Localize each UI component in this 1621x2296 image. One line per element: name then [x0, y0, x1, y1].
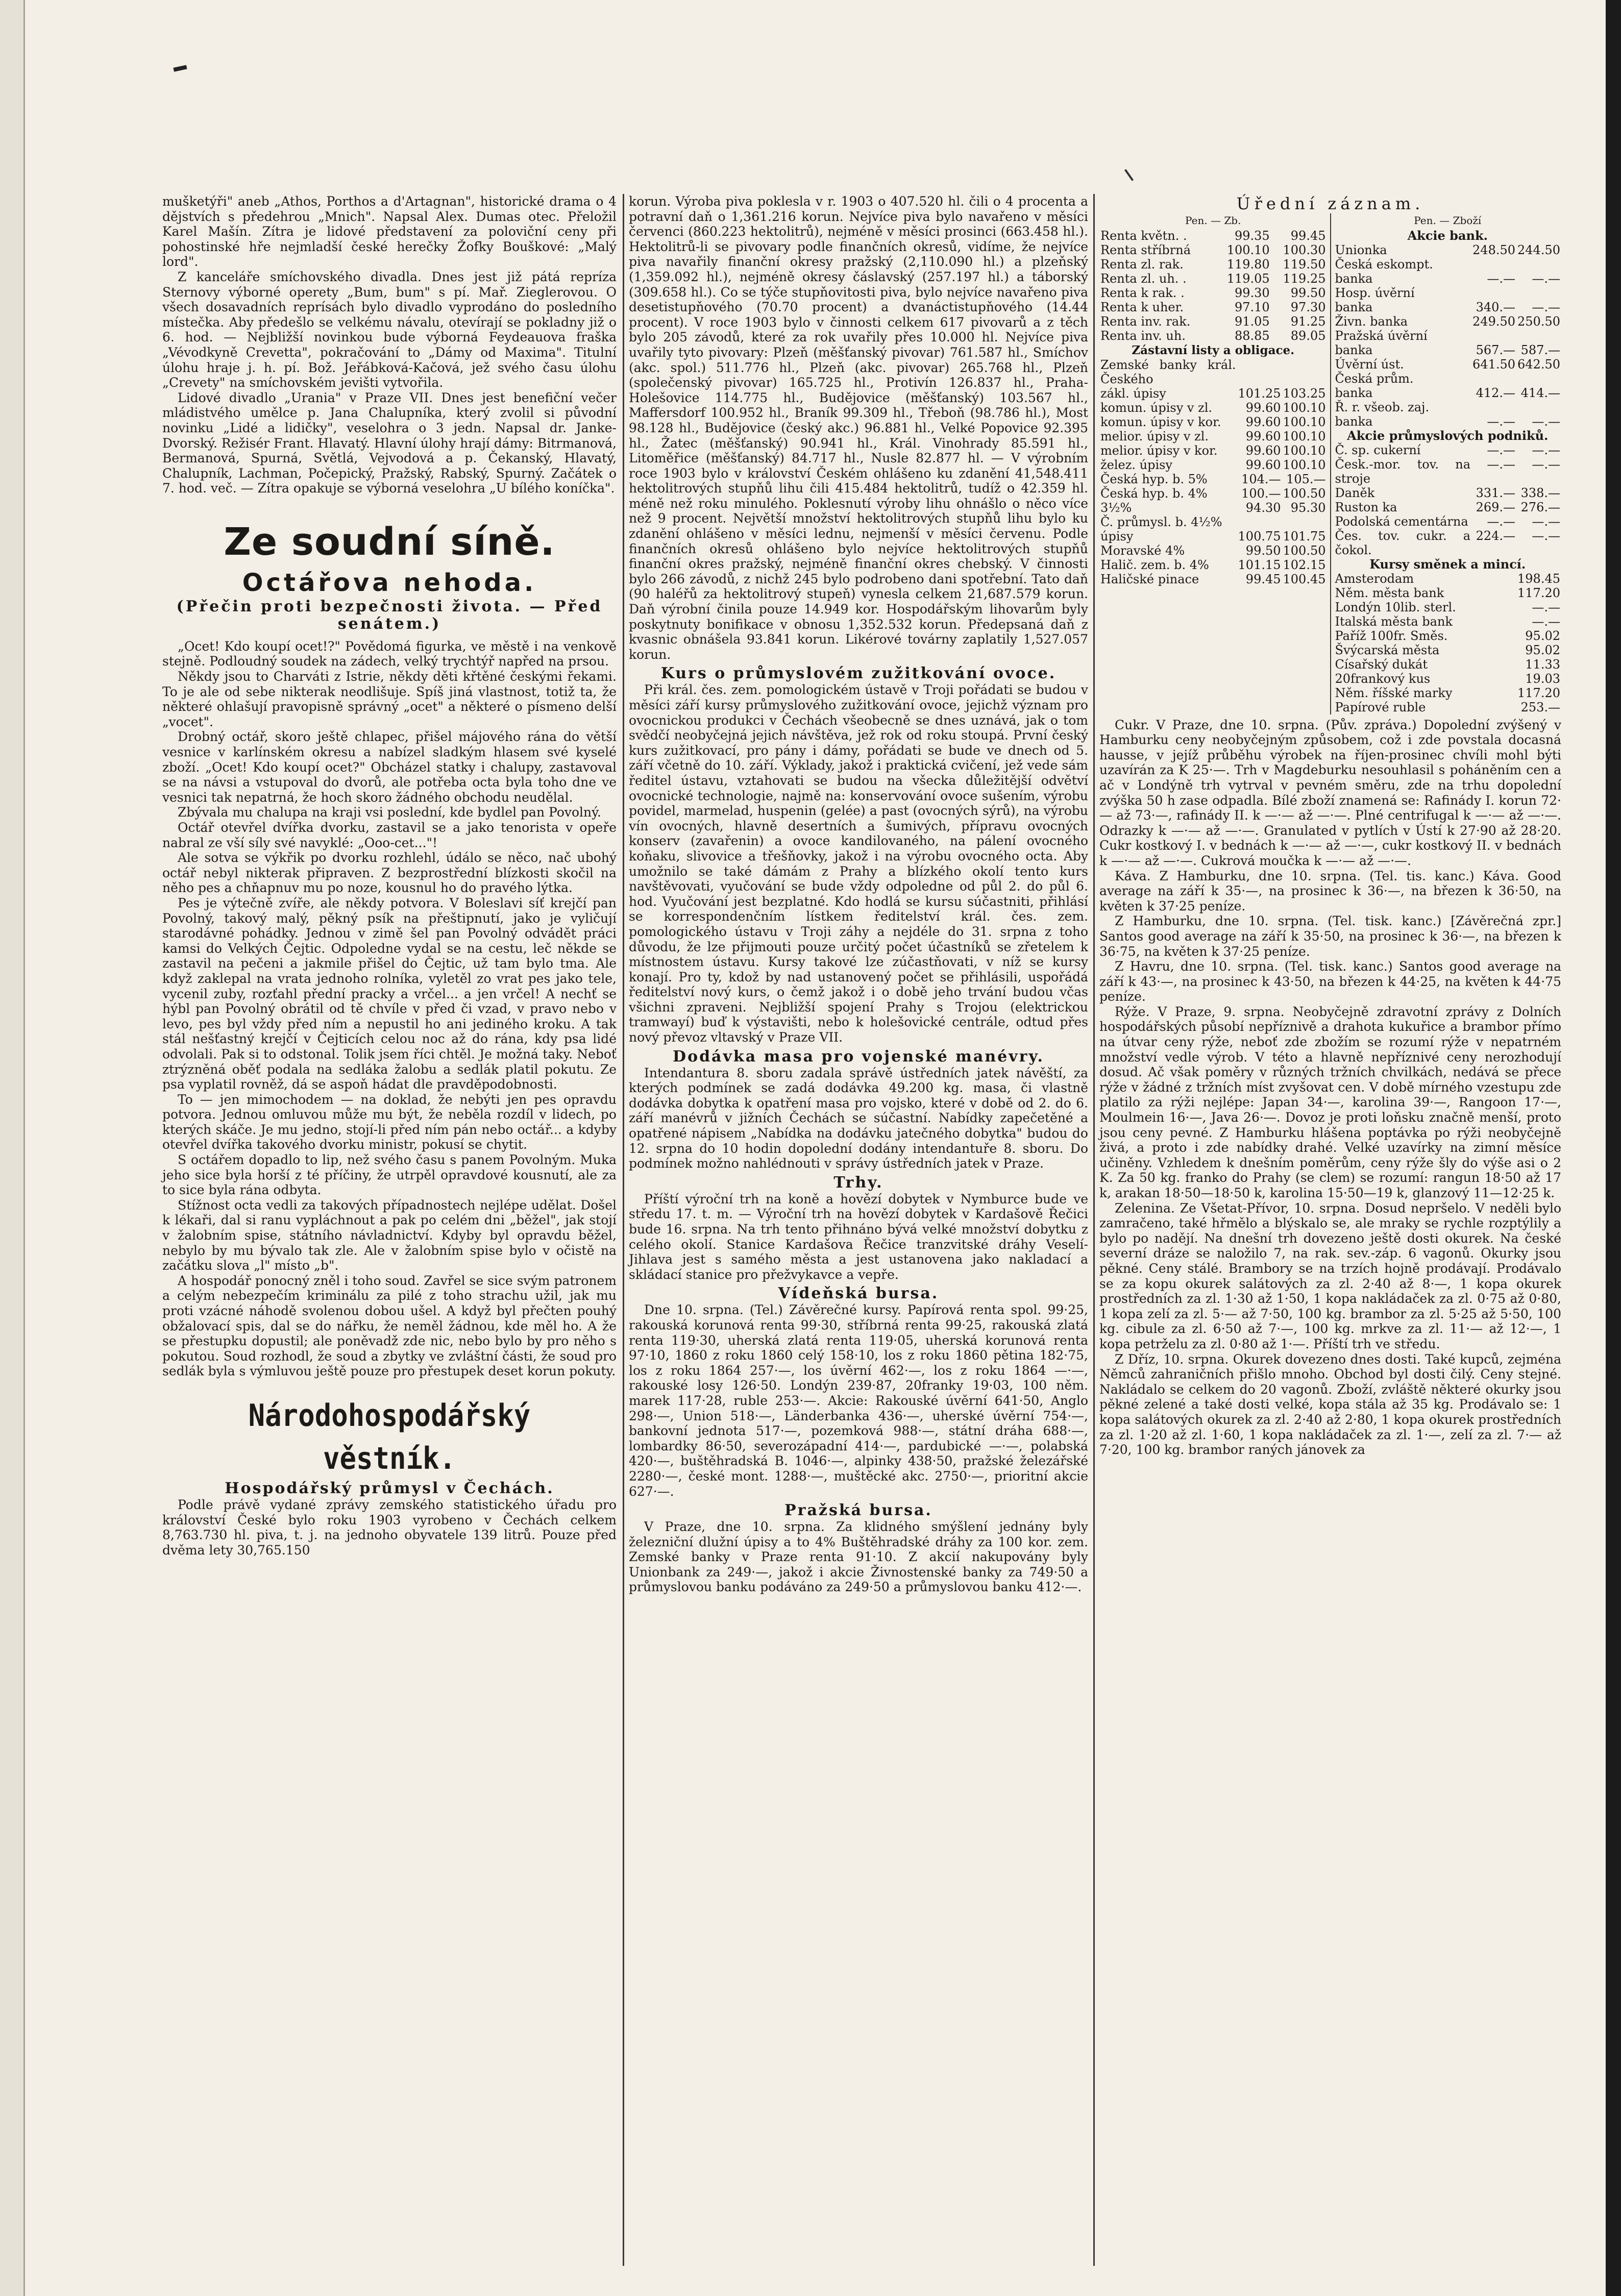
quote-ask: 102.15: [1283, 558, 1326, 573]
quote-label: Úvěrní úst.: [1335, 357, 1404, 372]
quote-bid: 412.—: [1476, 385, 1516, 400]
quote-bid: 100.75: [1238, 529, 1281, 544]
quote-bid: [1471, 257, 1516, 271]
quote-bid: [1237, 358, 1282, 386]
quote-bid: 567.—: [1476, 342, 1516, 357]
article-title: Trhy.: [833, 1173, 883, 1192]
quote-label: Renta inv. uh.: [1100, 328, 1186, 343]
quote-bid: 88.85: [1234, 328, 1270, 343]
quote-ask: —.—: [1532, 271, 1560, 286]
paragraph: Příští výroční trh na koně a hovězí dobytek v Nymburce bude ve středu 17. t. m. — Výroční trh na hovězí dobytek v Kardašově Řečici bude 16. srpna. Na trh tento přihnáno bývá velké množství dobytku z celého okolí. Stanice Kardašova Řečice tranzvitské dráhy Veselí-Jihlava jest s samého města a jest ustanovena jako nakladací a skládací stanice pro přežvykavce a vepře.: [629, 1191, 1088, 1282]
quote-bid: [1471, 686, 1516, 700]
quote-ask: 100.10: [1283, 415, 1326, 430]
quote-row: [1334, 557, 1562, 572]
quote-row: [1099, 544, 1327, 558]
quotes-left: [1099, 213, 1327, 714]
quote-group-heading: Akcie průmyslových podniků.: [1347, 428, 1549, 443]
quote-row: [1099, 415, 1327, 429]
quote-ask: [1282, 358, 1327, 386]
quote-label: Č. sp. cukerní: [1335, 442, 1421, 457]
section-heading: Úřední záznam.: [1236, 194, 1424, 213]
article-title: Dodávka masa pro vojenské manévry.: [673, 1047, 1044, 1066]
quote-ask: 253.—: [1520, 700, 1560, 714]
quote-bid: 249.50: [1472, 314, 1516, 329]
quote-bid: 94.30: [1245, 501, 1281, 515]
quote-ask: 117.20: [1517, 585, 1560, 600]
quote-row: [1334, 600, 1562, 614]
column-rule: [1093, 194, 1095, 2266]
paragraph: Z Hamburku, dne 10. srpna. (Tel. tisk. kanc.) [Závěrečná zpr.] Santos good average na září k 35·50, na prosinec k 36·—, na březen k 36·75, na květen k 37·25 peníze.: [1099, 914, 1561, 959]
quote-row: [1099, 329, 1327, 343]
quote-ask: 95.30: [1290, 501, 1326, 515]
quote-label: komun. úpisy v zl.: [1100, 401, 1213, 415]
quote-row: [1099, 271, 1327, 286]
quote-bid: 99.60: [1245, 443, 1281, 458]
quote-ask: 414.—: [1520, 385, 1560, 400]
quote-ask: 95.02: [1525, 628, 1560, 643]
quote-label: banka: [1335, 342, 1373, 357]
quote-bid: 97.10: [1234, 300, 1270, 314]
quote-label: Paříž 100fr. Směs.: [1335, 628, 1448, 643]
quote-bid: 269.—: [1476, 500, 1516, 514]
quote-ask: 250.50: [1517, 314, 1560, 329]
quote-bid: [1471, 586, 1516, 600]
quote-ask: 103.25: [1283, 386, 1326, 401]
quote-label: Švýcarská města: [1335, 643, 1440, 657]
paragraph: Při král. čes. zem. pomologickém ústavě v Troji pořádati se budou v měsíci září kursy průmyslového zužitkování ovoce, jejichž význam pro ovocnickou produkci v Čechách všeobecně se dnes uznává, jak o tom svědčí neobyčejná jejich návštěva, jež rok od roku stoupá. První český kurs zužitkovací, pro pány i dámy, pořádati se bude ve dnech od 5. září včetně do 10. září. Výklady, jakož i praktická cvičení, jež vede sám ředitel ústavu, vztahovati se budou na všecka důležitější odvětví ovocnické technologie, najmě na: konservování ovoce sušením, výrobu povidel, marmelad, huspenin (gelée) a past (ovocných sýrů), na výrobu vín ovocných, hlavně desertních a šumivých, přípravu ovocných konserv (zavařenin) a ovoce kandilovaného, na pálení ovocného koňaku, slivovice a třešňovky, jakož i na výrobu ovocného octa. Aby umožnilo se také dámám z Prahy a blízkého okolí tento kurs navštěvovati, vyučování se bude vždy odpoledne od půl 2. do půl 6. hod. Vyučování jest bezplatné. Kdo hodlá se kursu súčastniti, přihlásí se korrespondenčním lístkem ředitelství král. čes. zem. pomologického ústavu v Troji záhy a nejdéle do 31. srpna z toho důvodu, že lze přijmouti pouze určitý počet účastníků se zřetelem k místnostem ústavu. Kursy takové lze zúčastňovati, v níž se kursy konají. Pro ty, kdož by nad ustanovený počet se přihlásili, uspořádá ředitelství nový kurs, o čemž jakož i o době jeho trvání budou včas všichni zpraveni. Nejbližší spojení Prahy s Trojou (elektrickou tramwayí) buď k výstavišti, nebo k holešovické centrále, odtud přes nový převoz vltavský v Praze VII.: [629, 682, 1088, 1045]
quote-label: zákl. úpisy: [1100, 386, 1166, 401]
quote-label: Londýn 10lib. sterl.: [1335, 600, 1456, 614]
column-3: [1099, 194, 1561, 1458]
quote-ask: [1516, 372, 1561, 386]
section-heading: Ze soudní síně.: [224, 520, 555, 564]
paragraph: Z Dříz, 10. srpna. Okurek dovezeno dnes dosti. Také kupců, zejména Němců zahraničních přišlo mnoho. Obchod byl dosti čilý. Ceny stejné. Nakládalo se celkem do 20 vagonů. Zboží, zvláště některé okurky jsou pěkné zelené a také dosti velké, kopa stála až 35 kg. Prodávalo se: 1 kopa salátových okurek za zl. 2·40 až 2·80, 1 kopa okurek prostředních za zl. 1·20 až zl. 1·60, 1 kopa nakládaček za zl. 1·—, zelí za zl. 7·— až 7·20, 100 kg. brambor raných jánovek za: [1099, 1351, 1561, 1458]
quote-ask: —.—: [1532, 457, 1560, 472]
quote-ask: 100.10: [1283, 401, 1326, 415]
quote-bid: 100.10: [1226, 242, 1270, 257]
quote-bid: [1471, 600, 1516, 614]
quote-ask: —.—: [1532, 514, 1560, 529]
quote-ask: —.—: [1532, 528, 1560, 543]
paragraph: V Praze, dne 10. srpna. Za klidného smýšlení jednány byly železniční dlužní úpisy a to 4% Buštěhradské dráhy za 100 kor. zem. Zemské banky v Praze renta 91·10. Z akcií nakupovány byly Unionbank za 249·—, jakož i akcie Živnostenské banky za 749·50 a průmyslovou banku podáváno za 249·50 a průmyslovou banku 412·—.: [629, 1519, 1088, 1595]
quote-row: [1334, 457, 1562, 486]
quote-row: [1334, 372, 1562, 386]
quote-bid: 101.15: [1238, 558, 1281, 573]
quote-bid: —.—: [1487, 514, 1516, 529]
quote-label: Moravské 4%: [1100, 544, 1185, 558]
quotes-right: [1330, 213, 1562, 714]
quote-bid: [1471, 672, 1516, 686]
quote-label: Haličské pinace: [1100, 572, 1199, 587]
quote-label: Renta zl. rak.: [1100, 257, 1184, 271]
quote-row: [1099, 572, 1327, 586]
quote-bid: 641.50: [1472, 357, 1516, 372]
quote-row: [1334, 686, 1562, 700]
quote-row: [1099, 358, 1327, 386]
article-title: Vídeňská bursa.: [778, 1285, 939, 1303]
quote-row: [1099, 458, 1327, 472]
quote-ask: 100.10: [1283, 429, 1326, 444]
quote-label: Čes. tov. cukr. a čokol.: [1335, 528, 1471, 557]
quote-label: Živn. banka: [1335, 314, 1408, 329]
quotes-block: [1099, 213, 1561, 714]
paragraph: To — jen mimochodem — na doklad, že nebýti jen pes opravdu potvora. Jednou omluvou může mu být, že neběla rozdíl v lidech, po kterých skáče. Je mu jedno, stojí-li před ním pán nebo octář... a kdyby otevřel dvířka takového dvorku ministr, pokusí se chytit.: [162, 1092, 617, 1152]
quote-row: [1334, 657, 1562, 672]
quote-bid: 99.45: [1245, 572, 1281, 587]
quote-label: melior. úpisy v zl.: [1100, 429, 1209, 444]
quote-label: Amsterodam: [1335, 571, 1414, 586]
quote-row: [1099, 314, 1327, 329]
quote-row: [1099, 386, 1327, 401]
quote-label: Ruston ka: [1335, 500, 1397, 514]
quote-ask: —.—: [1532, 600, 1560, 614]
quotes-header: Pen. — Zboží: [1414, 214, 1482, 227]
quote-label: Česká prům.: [1335, 371, 1414, 386]
quotes-subheading: Zástavní listy a obligace.: [1132, 343, 1295, 357]
quote-ask: 19.03: [1525, 671, 1560, 686]
quote-row: [1334, 229, 1562, 243]
paragraph: Podle právě vydané zprávy zemského statistického úřadu pro království České bylo roku 1903 vyrobeno v Čechách celkem 8,763.730 hl. piva, t. j. na jednoho obyvatele 139 litrů. Pouze před dvěma lety 30,765.150: [162, 1497, 617, 1558]
article-title: Pražská bursa.: [784, 1501, 932, 1520]
quote-bid: 99.60: [1245, 415, 1281, 430]
quote-label: melior. úpisy v kor.: [1100, 443, 1218, 458]
quote-row: [1334, 343, 1562, 357]
quote-bid: 340.—: [1476, 300, 1516, 314]
quote-ask: 105.—: [1286, 472, 1326, 487]
quote-label: Renta k uher.: [1100, 300, 1184, 314]
paragraph: Lidové divadlo „Urania" v Praze VII. Dnes jest benefiční večer mládistvého umělce p. Jana Chalupníka, který zvolil si původní novinku „Lidé a lidičky", veselohra o 3 jedn. Napsal dr. Janke-Dvorský. Režisér Frant. Hlavatý. Hlavní úlohy hrají dámy: Bitrmanová, Bermanová, Spurná, Světlá, Vejvodová a p. Čekanský, Hlavatý, Chalupník, Lachman, Počepický, Pražský, Rabský, Spurný. Začátek o 7. hod. več. — Zítra opakuje se výborná veselohra „U bílého koníčka".: [162, 390, 617, 496]
quote-row: [1099, 501, 1327, 515]
quote-row: [1334, 572, 1562, 586]
paragraph: Stížnost octa vedli za takových případnostech nejlépe udělat. Došel k lékaři, dal si ranu vypláchnout a pak po celém dni „běžel", jak stojí v žalobním spise, státního návladnictví. Kdyby byl opravdu běžel, nebylo by mu bývalo tak zle. Ale v žalobním spise bylo v očistě na začátku slova „l" místo „b".: [162, 1197, 617, 1273]
quote-ask: [1516, 400, 1561, 414]
quote-row: [1099, 429, 1327, 443]
quote-label: Pražská úvěrní: [1335, 328, 1428, 343]
page-fold-left: [0, 0, 25, 2296]
quotes-header: Pen. — Zb.: [1185, 214, 1241, 227]
paragraph: Cukr. V Praze, dne 10. srpna. (Pův. zpráva.) Dopolední zvýšený v Hamburku ceny neobyčejným způsobem, což i zde povstala docasná hausse, v jejíž průběhu výrobek na říjen-prosinec chvíli mohl býti uzavírán za K 25·—. Trh v Magdeburku nesouhlasil s poháněním cen a ač v Londýně trh vytrval v pevném směru, zde na trhu dopolední zvýška 50 h zase odpadla. Bílé zboží znamená se: Rafinády I. korun 72·— až 73·—, rafinády II. k —·— až —·—. Plné centrifugal k —·— až —·—. Odrazky k —·— až —·—. Granulated v pytlích v Ústí k 27·90 až 28·20. Cukr kostkový I. v bednách k —·— až —·—, cukr kostkový II. v bednách k —·— až —·—. Cukrová moučka k —·— až —·—.: [1099, 717, 1561, 868]
quote-ask: —.—: [1532, 300, 1560, 314]
quote-bid: [1471, 572, 1516, 586]
paragraph: Někdy jsou to Charváti z Istrie, někdy děti křtěné českými řekami. To je ale od sebe nikterak neodlišuje. Spíš jiná vlastnost, totiž ta, že některé ohlašují pravopisně správný „ocet" a některé o písmeno delší „vocet".: [162, 669, 617, 729]
quote-row: [1334, 614, 1562, 629]
quote-label: 3½%: [1100, 501, 1132, 515]
quote-bid: [1471, 629, 1516, 643]
quote-row: [1334, 443, 1562, 457]
quote-ask: 119.25: [1283, 271, 1326, 286]
quote-ask: [1516, 329, 1561, 343]
quote-bid: [1471, 643, 1516, 657]
paragraph: A hospodář ponocný zněl i toho soud. Zavřel se sice svým patronem a celým nebezpečím kriminálu za pilé z toho strachu užil, jak mu proti vzácné náhodě svolenou dobou ušel. A když byl přečten pouhý obžalovací spis, dal se do nářku, že neměl žádnou, kde měl ho. A že se přestupku dopustil; ale poněvadž zde nic, nebo bylo by pro něho s pokutou. Soud rozhodl, že soud a zbytky ve zvláštní části, že soud pro sedlák byla s výmluvou ještě pouze pro přestupek deset korun pokuty.: [162, 1273, 617, 1379]
quotes-table-zastavni: [1099, 358, 1327, 586]
quote-label: Ř. r. všeob. zaj.: [1335, 400, 1430, 414]
quote-row: [1334, 514, 1562, 529]
paragraph: Drobný octář, skoro ještě chlapec, přišel májového rána do větší vesnice v karlínském okresu a nabízel sladkým hlasem své kyselé zboží. „Ocet! Kdo koupí ocet?" Obcházel statky i chalupy, zastavoval se na návsi a vstupoval do dvorů, ale potřeba octa byla toho dne ve vesnici tak nepatrná, že hoch skoro žádného obchodu neudělal.: [162, 729, 617, 805]
quote-row: [1099, 486, 1327, 501]
quote-ask: 91.25: [1290, 314, 1326, 329]
quote-ask: 100.50: [1283, 544, 1326, 558]
paragraph: Ale sotva se výkřik po dvorku rozhlehl, údálo se něco, nač ubohý octář nebyl nikterak připraven. Z bezprostřední blízkosti skočil na něho pes a chňapnuv mu po noze, kousnul ho do pravého lýtka.: [162, 850, 617, 896]
quote-row: [1334, 414, 1562, 429]
quote-label: Daněk: [1335, 485, 1375, 500]
quote-label: Halič. zem. b. 4%: [1100, 558, 1209, 573]
quote-row: [1099, 286, 1327, 300]
quote-bid: [1471, 700, 1516, 714]
quote-row: [1099, 243, 1327, 257]
quote-label: Něm. říšské marky: [1335, 685, 1453, 700]
quote-ask: 244.50: [1517, 242, 1560, 257]
paragraph: Káva. Z Hamburku, dne 10. srpna. (Tel. tis. kanc.) Káva. Good average na září k 35·—, na prosinec k 36·—, na březen k 36·50, na květen k 37·25 peníze.: [1099, 868, 1561, 914]
quote-label: želez. úpisy: [1100, 458, 1172, 473]
quote-label: banka: [1335, 300, 1373, 314]
quote-ask: 95.02: [1525, 643, 1560, 657]
quote-ask: 198.45: [1517, 571, 1560, 586]
quote-bid: 119.05: [1226, 271, 1270, 286]
quote-bid: [1471, 614, 1516, 629]
paragraph: Zelenina. Ze Všetat-Přívor, 10. srpna. Dosud nepršelo. V neděli bylo zamračeno, také hřmělo a blýskalo se, ale mraky se rychle rozptýlily a bylo po nadějí. Na dnešní trh dovezeno ještě dosti okurek. Na české severní dráze se naložilo 7, na rak. sev.-záp. 6 vagonů. Okurky jsou pěkné. Ceny stálé. Brambory se na trzích hojně prodávají. Prodávalo se za kopu okurek salátových za zl. 2·40 až 8·—, 1 kopa okurek prostředních za zl. 1·30 až 1·50, 1 kopa nakládaček za zl. 0·75 až 0·80, 1 kopa zelí za zl. 5·— až 7·50, 100 kg. brambor za zl. 5·25 až 5·50, 100 kg. cibule za zl. 6·50 až 7·—, 100 kg. mrkve za zl. 11·— až 12·—, 1 kopa petrželu za zl. 0·80 až 1·—. Příští trh ve středu.: [1099, 1200, 1561, 1351]
quote-bid: 104.—: [1241, 472, 1281, 487]
quote-ask: 100.30: [1283, 242, 1326, 257]
quote-row: [1099, 229, 1327, 243]
column-rule: [623, 194, 624, 2266]
quote-group-heading: Kursy směnek a mincí.: [1369, 556, 1526, 572]
paragraph: Dne 10. srpna. (Tel.) Závěrečné kursy. Papírová renta spol. 99·25, rakouská korunová renta 99·30, stříbrná renta 99·25, rakouská zlatá renta 119·30, uherská zlatá renta 119·05, uherská korunová renta 97·10, 1860 z roku 1860 celý 158·10, los z roku 1860 pětina 182·75, los z roku 1864 257·—, los úvěrní 462·—, los z roku 1864 —·—, rakouské losy 126·50. Londýn 239·87, 20franky 19·03, 100 něm. marek 117·28, ruble 253·—. Akcie: Rakouské úvěrní 641·50, Anglo 298·—, Union 518·—, Länderbanka 436·—, uherské úvěrní 754·—, bankovní jednota 517·—, pozemková 988·—, státní dráha 688·—, lombardky 86·50, severozápadní 414·—, pardubické —·—, polabská 420·—, buštěhradská B. 1046·—, alpinky 438·50, pražské železářské 2280·—, české mont. 1288·—, muštěcké akc. 2750·—, prioritní akcie 627·—.: [629, 1302, 1088, 1499]
quote-row: [1334, 586, 1562, 600]
paragraph: Z kanceláře smíchovského divadla. Dnes jest již pátá repríza Sternovy výborné operety „Bum, bum" s pí. Mař. Zieglerovou. O všech dosavadních reprísách bylo divadlo vyprodáno do posledního místečka. Aby předešlo se velkému návalu, otevírají se pokladny již o 6. hod. — Nejbližší novinkou bude výborná Feydeauova fraška „Vévodkyně Crevetta", pokračování to „Dámy od Maxima". Titulní úlohu hraje j. h. pí. Bož. Jeřábková-Kačová, jež svého času úlohu „Crevety" na smíchovském jevišti vytvořila.: [162, 269, 617, 390]
quote-label: Č. průmysl. b. 4½%: [1100, 515, 1222, 530]
quote-bid: [1471, 329, 1516, 343]
quotes-table-renta: [1099, 229, 1327, 343]
quote-ask: 338.—: [1520, 485, 1560, 500]
column-1: [162, 194, 617, 1558]
quote-bid: [1471, 657, 1516, 672]
quote-label: Papírové ruble: [1335, 700, 1426, 714]
article-title: Hospodářský průmysl v Čechách.: [225, 1479, 554, 1497]
quote-row: [1334, 400, 1562, 414]
quote-label: banka: [1335, 414, 1373, 429]
quote-ask: 99.45: [1290, 228, 1326, 243]
quote-bid: 224.—: [1476, 528, 1516, 543]
quote-ask: 89.05: [1290, 328, 1326, 343]
quote-row: [1099, 472, 1327, 486]
quote-bid: [1237, 515, 1282, 529]
quote-row: [1334, 243, 1562, 257]
quote-row: [1099, 443, 1327, 458]
quote-ask: 100.10: [1283, 458, 1326, 473]
quote-row: [1334, 672, 1562, 686]
quote-bid: [1471, 286, 1516, 300]
quote-row: [1334, 357, 1562, 372]
quote-row: [1334, 486, 1562, 500]
quote-label: komun. úpisy v kor.: [1100, 415, 1221, 430]
page-edge-right: [1606, 0, 1621, 2296]
quote-row: [1334, 386, 1562, 400]
quote-bid: [1471, 400, 1516, 414]
quote-row: [1334, 257, 1562, 271]
quote-row: [1099, 300, 1327, 314]
quote-group-heading: Akcie bank.: [1407, 228, 1488, 243]
quote-row: [1334, 271, 1562, 286]
quote-bid: 99.50: [1245, 544, 1281, 558]
paragraph: Pes je výtečně zvíře, ale někdy potvora. V Boleslavi síť krejčí pan Povolný, takový malý, pěkný psík na přeštipnutí, jako je vyličují starodávné pohádky. Jednou v zimě šel pan Povolný odvádět práci kamsi do Velkých Čejtic. Odpoledne vydal se na cestu, leč někde se zastavil na pečeni a jakmile přišel do Čejtic, už tam bylo tma. Ale když zaklepal na vrata jednoho rolníka, vyletěl zo vrat pes jako tele, vycenil zuby, rozťahl přední pracky a vrčel... a jen vrčel! A nechť se hýbl pan Povolný obrátil od tě chvíle v před či vzad, v pravo nebo v levo, pes byl vždy před ním a nepustil ho ani jediného kroku. A tak stál nešťastný krejčí v Čejticích celou noc až do rána, kdy psa lidé odvolali. Pak si to odstonal. Tolik jsem říci chtěl. Je možná taky. Neboť ztrýzněná oběť podala na sedláka žalobu a sedlák platil pokutu. Ze psa vyplatil rovněž, dá se aspoň hádat dle pravděpodobnosti.: [162, 895, 617, 1092]
quote-bid: 99.30: [1234, 285, 1270, 300]
paragraph: mušketýři" aneb „Athos, Porthos a d'Artagnan", historické drama o 4 dějstvích s předehrou „Mnich". Napsal Alex. Dumas otec. Přeložil Karel Mašín. Zítra je lidové představení za poloviční ceny při pohostinské hře nejmladší české herečky Žofky Bouškové: „Malý lord".: [162, 194, 617, 269]
quote-label: Renta květn. .: [1100, 228, 1187, 243]
quote-bid: —.—: [1487, 442, 1516, 457]
quote-row: [1334, 429, 1562, 443]
quote-ask: [1516, 286, 1561, 300]
quote-label: Renta stříbrná: [1100, 242, 1191, 257]
quote-label: Hosp. úvěrní: [1335, 285, 1415, 300]
paragraph: Z Havru, dne 10. srpna. (Tel. tisk. kanc.) Santos good average na září k 43·—, na prosinec k 43·50, na březen k 44·25, na květen k 44·75 peníze.: [1099, 959, 1561, 1004]
paragraph: S octářem dopadlo to lip, než svého času s panem Povolným. Muka jeho sice byla horší z té příčiny, že utrpěl opravdové kousnutí, ale za to sice byla rána odbyta.: [162, 1152, 617, 1198]
section-heading: Národohospodářský věstník.: [248, 1397, 531, 1476]
quote-row: [1099, 515, 1327, 529]
quote-bid: 99.60: [1245, 429, 1281, 444]
quote-label: Česká eskompt.: [1335, 257, 1433, 271]
quote-ask: 97.30: [1290, 300, 1326, 314]
quote-label: banka: [1335, 271, 1373, 286]
quote-bid: 99.35: [1234, 228, 1270, 243]
quote-label: banka: [1335, 385, 1373, 400]
quote-label: Česk.-mor. tov. na stroje: [1335, 457, 1471, 486]
quote-label: Něm. města bank: [1335, 585, 1444, 600]
quote-row: [1334, 314, 1562, 329]
quote-label: Renta zl. uh. .: [1100, 271, 1187, 286]
quote-label: úpisy: [1100, 529, 1134, 544]
paragraph: „Ocet! Kdo koupí ocet!?" Povědomá figurka, ve městě i na venkově stejně. Podloudný soudek na zádech, velký trychtýř napřed na prsou.: [162, 638, 617, 669]
quote-bid: —.—: [1487, 457, 1516, 472]
paragraph: Intendantura 8. sboru zadala správě ústředních jatek návěští, za kterých podmínek se zadá dodávka 49.200 kg. masa, či vlastně dodávka dobytka k opatření masa pro vojsko, které v době od 2. do 6. září manévrů v jižních Čechách se súčastní. Nabídky zapečetěné a opatřené nápisem „Nabídka na dodávku jatečného dobytka" budou do 12. srpna do 10 hodin dopolední dodány intendantuře 8. sboru. Do podmínek možno nahlédnouti v správy ústředních jatek v Praze.: [629, 1065, 1088, 1171]
quote-label: Císařský dukát: [1335, 657, 1428, 672]
quote-ask: 100.50: [1283, 486, 1326, 501]
quote-ask: [1282, 515, 1327, 529]
quote-label: Renta k rak. .: [1100, 285, 1185, 300]
quote-ask: 119.50: [1283, 257, 1326, 271]
quote-ask: —.—: [1532, 414, 1560, 429]
quote-label: Unionka: [1335, 242, 1387, 257]
quote-label: Italská města bank: [1335, 614, 1453, 629]
quote-bid: 101.25: [1238, 386, 1281, 401]
quote-ask: 101.75: [1283, 529, 1326, 544]
quote-bid: 91.05: [1234, 314, 1270, 329]
quote-label: Česká hyp. b. 5%: [1100, 472, 1208, 487]
quote-row: [1334, 643, 1562, 657]
article-subtitle: (Přečin proti bezpečnosti života. — Před senátem.): [176, 597, 603, 633]
quote-bid: 248.50: [1472, 242, 1516, 257]
quote-row: [1099, 558, 1327, 572]
quote-bid: —.—: [1487, 414, 1516, 429]
column-2: [629, 194, 1088, 1595]
quote-bid: [1471, 372, 1516, 386]
quote-row: [1099, 401, 1327, 415]
paragraph: korun. Výroba piva poklesla v r. 1903 o 407.520 hl. čili o 4 procenta a potravní daň o 1,361.216 korun. Nejvíce piva bylo navařeno v měsíci červenci (860.223 hektolitrů), nejméně v měsíci prosinci (663.458 hl.). Hektolitrů-li se pivovary podle finančních okresů, vidíme, že nejvíce piva navařily finanční okresy pražský (2,110.090 hl.) a plzeňský (1,359.092 hl.), nejméně okresy čáslavský (257.197 hl.) a táborský (309.658 hl.). Co se týče stupňovitosti piva, bylo nejvíce navařeno piva desetistupňového (70.70 procent) a dvanáctistupňového (14.44 procent). V roce 1903 bylo v činnosti celkem 617 pivovarů a z těch bylo 205 závodů, které za rok uvařily přes 10.000 hl. Nejvíce piva uvařily tyto pivovary: Plzeň (měšťanský pivovar) 761.587 hl., Smíchov (akc. spol.) 511.776 hl., Plzeň (akc. pivovar) 265.768 hl., Plzeň (společenský pivovar) 165.725 hl., Protivín 126.837 hl., Praha-Holešovice 114.775 hl., Budějovice (měšťanský) 103.567 hl., Maffersdorf 100.952 hl., Braník 99.309 hl., Třeboň (98.786 hl.), Most 98.128 hl., Budějovice (český akc.) 96.881 hl., Velké Popovice 92.395 hl., Žatec (měšťanský) 90.941 hl., Král. Vinohrady 85.591 hl., Litoměřice (měšťanský) 84.717 hl., Nusle 82.877 hl. — V výrobním roce 1903 bylo v království Českém ohlášeno ku zdanění 41,548.411 hektolitrových stupňů lihu čili 415.484 hektolitrů, tudíž o 42.359 hl. méně než roku minulého. Poklesnutí výroby lihu ohnášlo o něco více než 9 procent. Největší množství hektolitrových stupňů lihu bylo ku zdanění ohlášeno v měsíci lednu, nejmenší v měsíci červenu. Podle finančních okresů ohlášeno bylo nejvíce hektolitrových stupňů finanční okres pražský, nejméně finanční okres chebský. V činnosti bylo 266 závodů, z nichž 245 bylo podrobeno dani spotřební. Tato daň (90 haléřů za hektolitrový stupeň) vynesla celkem 21,687.579 korun. Daň výrobní činila pouze 14.949 kor. Hospodářským lihovarům byly poskytnuty bonifikace v obnosu 1,352.532 korun. Předepsaná daň z kvasnic obnášela 93.841 korun. Likérové továrny zaplatily 1,527.057 korun.: [629, 194, 1088, 662]
quote-row: [1334, 286, 1562, 300]
quote-bid: 119.80: [1226, 257, 1270, 271]
paragraph: Zbývala mu chalupa na kraji vsi poslední, kde bydlel pan Povolný.: [178, 805, 601, 820]
quote-row: [1334, 529, 1562, 557]
article-title: Octářova nehoda.: [242, 568, 537, 597]
quote-ask: 276.—: [1520, 500, 1560, 514]
quote-ask: —.—: [1532, 614, 1560, 629]
quote-ask: 100.10: [1283, 443, 1326, 458]
quote-label: Podolská cementárna: [1335, 514, 1468, 529]
quote-ask: 11.33: [1525, 657, 1560, 672]
quote-ask: [1516, 257, 1561, 271]
quote-bid: 331.—: [1476, 485, 1516, 500]
paragraph: Rýže. V Praze, 9. srpna. Neobyčejně zdravotní zprávy z Dolních hospodářských působí nepříznivě a drahota kukuřice a brambor přímo na útvar ceny rýže, neboť zde zbožím se rozumí rýže v nepatrném množství vedle výrob. V této a hlavně nepříznivé ceny nerozhodují dosud. Ač však poměry v různých tržních chvilkách, nedává se přece rýže v žádné z tržních míst zvyšovat cen. V době mírného vzestupu zde platilo za rýži nejlépe: Japan 34·—, karolina 39·—, Rangoon 17·—, Moulmein 16·—, Java 26·—. Dovoz je proti loňsku značně menší, proto jsou ceny pevné. Z Hamburku hlášena poptávka po rýži neobyčejně živá, a proto i zde nabídky drahé. Velké uzavírky na zimní měsíce učiněny. Vzhledem k dnešním poměrům, ceny rýže šly do výše asi o 2 K. Za 50 kg. franko do Prahy (se clem) se rozumí: rangun 18·50 až 17 k, arakan 18·50—18·50 k, karolina 15·50—19 k, glanzový 11—12·25 k.: [1099, 1004, 1561, 1200]
quote-ask: 99.50: [1290, 285, 1326, 300]
quote-bid: —.—: [1487, 271, 1516, 286]
quote-row: [1334, 629, 1562, 643]
quote-label: Renta inv. rak.: [1100, 314, 1191, 329]
quote-row: [1334, 700, 1562, 714]
article-title: Kurs o průmyslovém zužitkování ovoce.: [660, 664, 1057, 683]
quote-row: [1334, 300, 1562, 314]
quote-label: 20frankový kus: [1335, 671, 1431, 686]
quote-row: [1334, 500, 1562, 514]
quote-bid: 99.60: [1245, 401, 1281, 415]
quote-ask: 117.20: [1517, 685, 1560, 700]
quote-bid: 100.—: [1241, 486, 1281, 501]
quote-ask: 100.45: [1283, 572, 1326, 587]
quote-row: [1099, 257, 1327, 271]
paragraph: Octář otevřel dvířka dvorku, zastavil se a jako tenorista v opeře nabral ze vší síly své navyklé: „Ooo-cet..."!: [162, 820, 617, 850]
quote-row: [1099, 529, 1327, 544]
quote-ask: 587.—: [1520, 342, 1560, 357]
quote-ask: 642.50: [1517, 357, 1560, 372]
quote-label: Zemské banky král. Českého: [1100, 358, 1236, 387]
quotes-table-akcie: [1334, 229, 1562, 714]
quote-label: Česká hyp. b. 4%: [1100, 486, 1208, 501]
quote-bid: 99.60: [1245, 458, 1281, 473]
quote-row: [1334, 329, 1562, 343]
quote-ask: —.—: [1532, 442, 1560, 457]
